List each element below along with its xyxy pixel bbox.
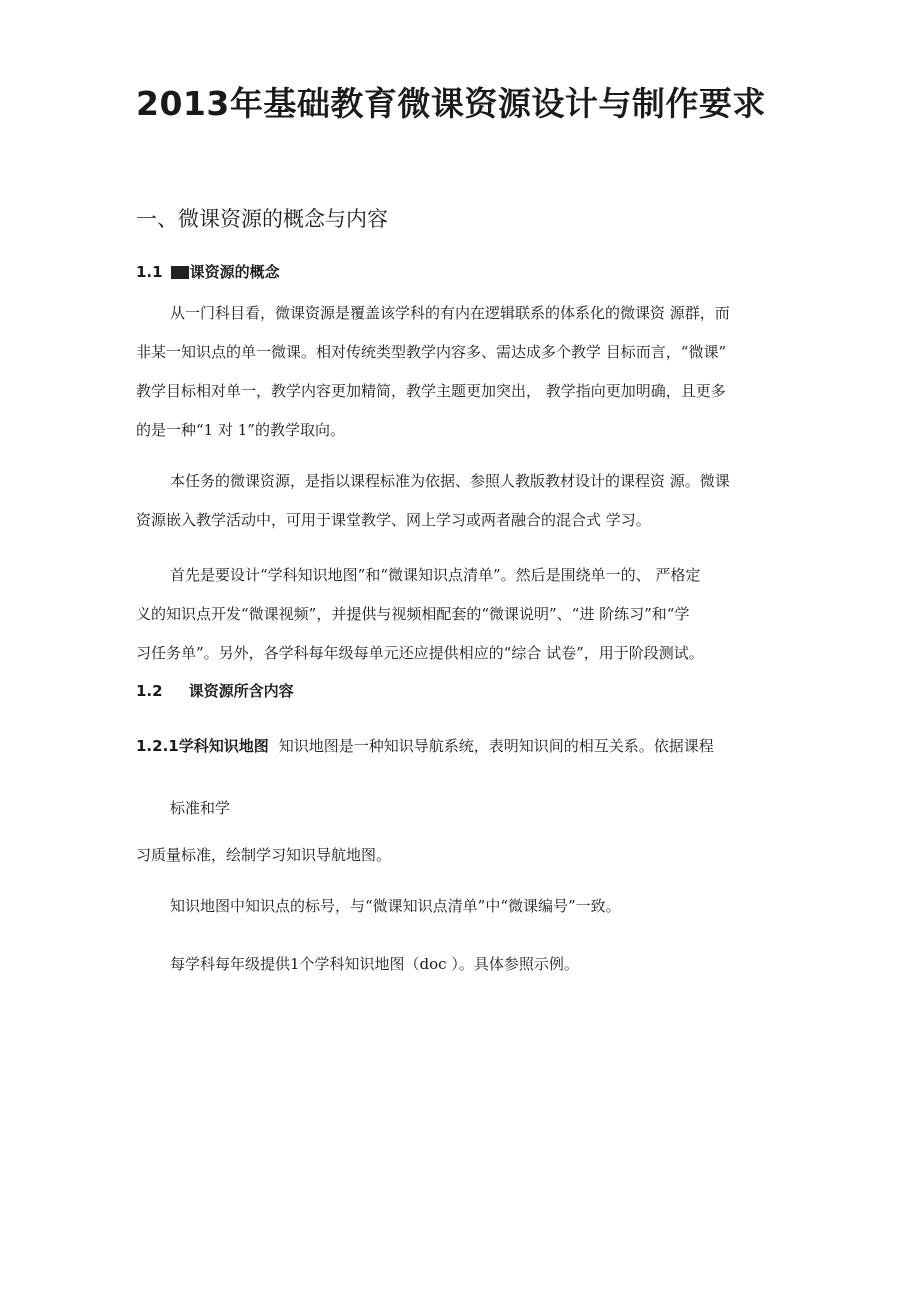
paragraph-line: 的是一种“1 对 1”的教学取向。 [136,421,345,439]
document-title: 2013年基础教育微课资源设计与制作要求 [136,84,766,123]
section-1-2-1-heading: 1.2.1学科知识地图 [136,737,269,755]
section-1-1-number: 1.1 [136,263,163,281]
knowledge-map-text-3: 习质量标准，绘制学习知识导航地图。 [136,846,392,864]
knowledge-map-text-5: 每学科每年级提供1个学科知识地图（doc ）。具体参照示例。 [170,955,579,973]
paragraph-line: 本任务的微课资源，是指以课程标准为依据、参照人教版教材设计的课程资 源。微课 [170,472,730,490]
paragraph-line: 从一门科目看，微课资源是覆盖该学科的有内在逻辑联系的体系化的微课资 源群，而 [170,304,730,322]
section-1-2-title: 课资源所含内容 [188,682,294,700]
section-1-2-number: 1.2 [136,682,163,700]
knowledge-map-text-2: 标准和学 [170,799,231,817]
section-1-2-heading [136,679,294,703]
section-1-1-title: 课资源的概念 [189,263,280,281]
paragraph-line: 习任务单”。另外，各学科每年级每单元还应提供相应的“综合 试卷”，用于阶段测试。 [136,644,704,662]
redacted-char-block [171,266,189,279]
paragraph-line: 首先是要设计“学科知识地图”和“微课知识点清单”。然后是围绕单一的、 严格定 [170,566,701,584]
paragraph-line: 非某一知识点的单一微课。相对传统类型教学内容多、需达成多个教学 目标而言，“微课” [136,343,727,361]
knowledge-map-text-4: 知识地图中知识点的标号，与“微课知识点清单”中“微课编号”一致。 [170,897,621,915]
knowledge-map-intro: 知识地图是一种知识导航系统，表明知识间的相互关系。依据课程 [278,737,714,755]
paragraph-line: 义的知识点开发“微课视频”，并提供与视频相配套的“微课说明”、“进 阶练习”和“学 [136,605,690,623]
section-1-heading: 一、微课资源的概念与内容 [136,207,388,231]
paragraph-concept [136,294,792,450]
paragraph-line: 教学目标相对单一，教学内容更加精简，教学主题更加突出， 教学指向更加明确，且更多 [136,382,726,400]
paragraph-task [136,462,792,540]
paragraph-design [136,556,792,673]
section-1-1-heading [136,260,280,284]
section-1-2-1-line [136,734,714,758]
paragraph-line: 资源嵌入教学活动中，可用于课堂教学、网上学习或两者融合的混合式 学习。 [136,511,651,529]
